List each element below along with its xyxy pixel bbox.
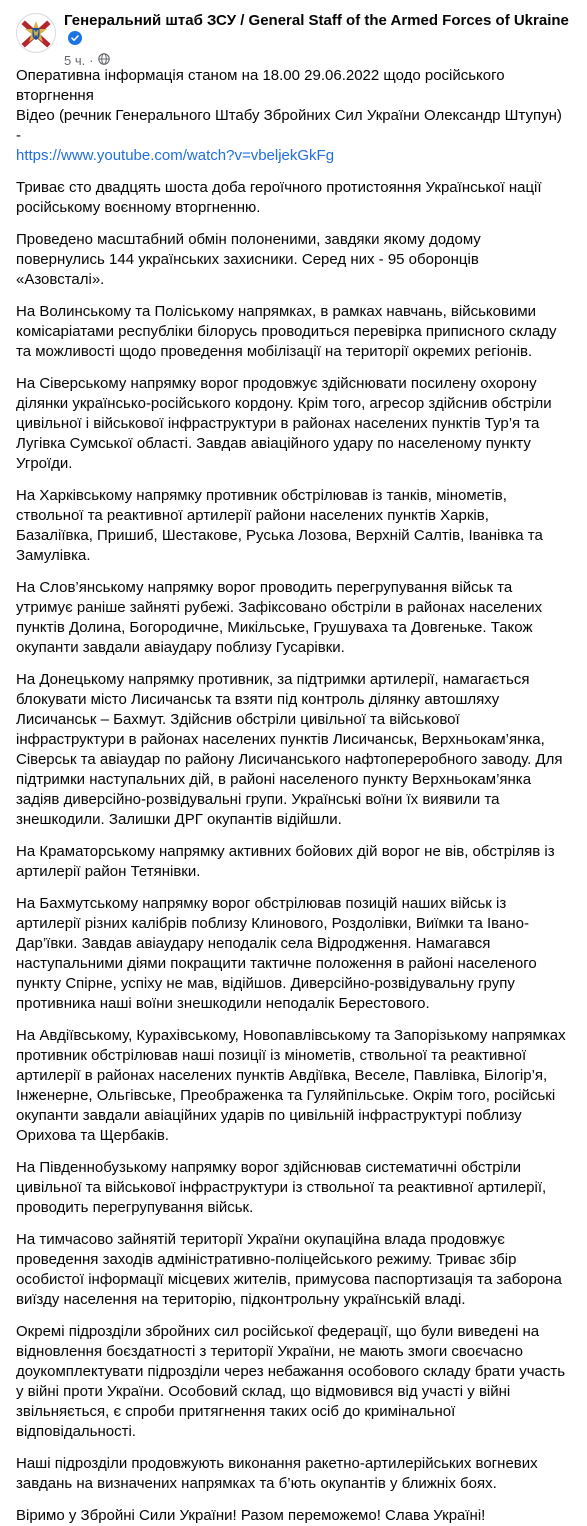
paragraph-5: На Харківському напрямку противник обстрілював із танків, мінометів, ствольної та реактивної артилерії райони населених пунктів Харків, Базаліївка, Пришиб, Шестакове, Руська Лозова, Верхній Салтів, Іванівка та Замулівка. [16,487,543,564]
paragraph-7: На Донецькому напрямку противник, за підтримки артилерії, намагається блокувати місто Лисичанськ та взяти під контроль ділянку автошляху Лисичанськ – Бахмут. Здійснив обстріли цивільної та військової інфраструктури в районах населених пунктів Лисичанськ, Верхньокам’янка, Сіверськ та авіаудар по району Лисичанського нафтопереробного заводу. Для підтримки наступальних дій, в районі населеного пункту Верхньокам’янка задіяв диверсійно-розвідувальні групи. Українські воїни їх виявили та знешкодили. Залишки ДРГ окупантів відійшли. [16,671,563,828]
paragraph-14: Наші підрозділи продовжують виконання ракетно-артилерійських вогневих завдань на визначених напрямках та б’ють окупантів у ближніх боях. [16,1455,538,1492]
general-staff-emblem-icon [19,16,53,50]
paragraph-13: Окремі підрозділи збройних сил російської федерації, що були виведені на відновлення боєздатності з території України, не мають змоги своєчасно доукомплектувати підрозділи через небажання особового складу брати участь у війні проти України. Особовий склад, що відмовився від участі у війні звільняється, є спроби притягнення таких осіб до кримінальної відповідальності. [16,1323,566,1440]
paragraph-9: На Бахмутському напрямку ворог обстрілював позицій наших військ із артилерії різних калібрів поблизу Клинового, Роздолівки, Виїмки та Івано-Дар’ївки. Завдав авіаудару неподалік села Відродження. Намагався наступальними діями покращити тактичне положення в районі населеного пункту Спірне, успіху не мав, відійшов. Диверсійно-розвідувальну групу противника наші воїни знешкодили неподалік Берестового. [16,895,537,1012]
paragraph-2: Проведено масштабний обмін полоненими, завдяки якому додому повернулись 144 українських захисники. Серед них - 95 оборонців «Азовсталі». [16,231,481,288]
paragraph-4: На Сіверському напрямку ворог продовжує здійснювати посилену охорону ділянки українсько-російського кордону. Крім того, агресор здійснив обстріли цивільної і військової інфраструктури в районах населених пунктів Тур’я та Лугівка Сумської області. Завдав авіаційного удару по населеному пункту Угроїди. [16,375,552,472]
paragraph-1: Триває сто двадцять шоста доба героїчного протистояння Української нації російському воєнному вторгненню. [16,179,542,216]
intro-line-1: Оперативна інформація станом на 18.00 29.06.2022 щодо російського вторгнення [16,67,505,104]
post-timestamp[interactable]: 5 ч. [64,53,86,68]
video-link[interactable]: https://www.youtube.com/watch?v=vbeljekGkFg [16,147,335,164]
paragraph-6: На Слов’янському напрямку ворог проводить перегрупування військ та утримує раніше зайняті рубежі. Зафіксовано обстріли в районах населених пунктів Долина, Богородичне, Микільське, Грушуваха та Довгеньке. Також окупанти завдали авіаудару поблизу Гусарівки. [16,579,543,656]
paragraph-3: На Волинському та Поліському напрямках, в рамках навчань, військовими комісаріатами республіки білорусь проводиться перевірка приписного складу та можливості щодо проведення мобілізації на території окремих регіонів. [16,303,557,360]
post-body [16,66,569,1526]
meta-separator: · [89,53,94,68]
paragraph-12: На тимчасово зайнятій території України окупаційна влада продовжує проведення заходів адміністративно-поліцейського режиму. Триває збір особистої інформації місцевих жителів, примусова паспортизація та заборона виїзду населення на територію, підконтрольну українській владі. [16,1231,562,1308]
header-text [64,11,569,69]
post-intro [16,66,569,166]
page-name-line [64,11,569,50]
paragraph-11: На Південнобузькому напрямку ворог здійснював систематичні обстріли цивільної та військової інфраструктури із ствольної та реактивної артилерії, проводить перегрупування військ. [16,1159,547,1216]
paragraph-15: Віримо у Збройні Сили України! Разом переможемо! Слава Україні! [16,1507,486,1524]
verified-badge-icon [68,31,82,50]
page-avatar[interactable] [16,13,56,53]
post-header [16,0,569,66]
intro-line-2: Відео (речник Генерального Штабу Збройних Сил України Олександр Штупун) - [16,107,562,144]
page-name-link[interactable]: Генеральний штаб ЗСУ / General Staff of the Armed Forces of Ukraine [64,12,569,29]
paragraph-10: На Авдіївському, Курахівському, Новопавлівському та Запорізькому напрямках противник обстрілював наші позиції із мінометів, ствольної та реактивної артилерії в районах населених пунктів Авдіївка, Веселе, Павлівка, Білогір’я, Інженерне, Ольгівське, Преображенка та Гуляйпільське. Окрім того, російські окупанти завдали авіаційних ударів по цивільній інфраструктурі поблизу Орихова та Щербаків. [16,1027,566,1144]
paragraph-8: На Краматорському напрямку активних бойових дій ворог не вів, обстріляв із артилерії район Тетянівки. [16,843,555,880]
